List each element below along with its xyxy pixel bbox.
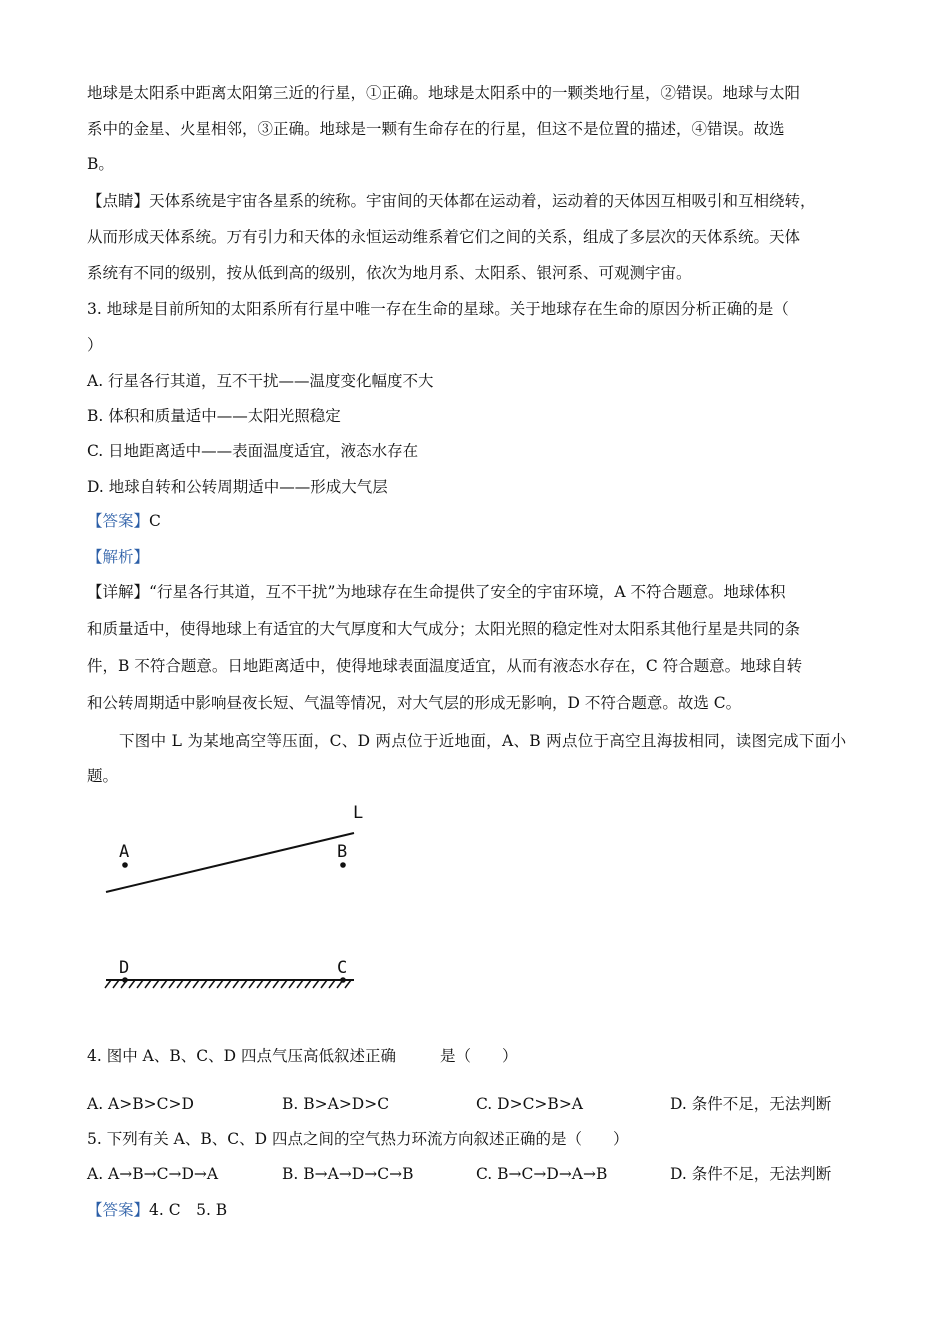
detail-text: “行星各行其道，互不干扰”为地球存在生命提供了安全的宇宙环境，A 不符合题意。地球体积 xyxy=(149,583,786,601)
label-d: D xyxy=(119,958,130,978)
question-5-stem: 5. 下列有关 A、B、C、D 四点之间的空气热力环流方向叙述正确的是（ ） xyxy=(87,1130,629,1148)
tip-tag: 【点睛】 xyxy=(87,192,150,210)
hatch-mark xyxy=(297,980,303,988)
question-3-option-c: C. 日地距离适中——表面温度适宜，液态水存在 xyxy=(87,442,419,460)
text-line: 从而形成天体系统。万有引力和天体的永恒运动维系着它们之间的关系，组成了多层次的天体系统。天体 xyxy=(87,228,801,246)
hatch-mark xyxy=(249,980,255,988)
analysis-tag: 【解析】 xyxy=(87,548,150,566)
hatch-mark xyxy=(193,980,199,988)
intro-line: 题。 xyxy=(87,767,119,785)
detail-line: 件，B 不符合题意。日地距离适中，使得地球表面温度适宜，从而有液态水存在，C 符合题意。地球自转 xyxy=(87,657,803,675)
hatch-mark xyxy=(113,980,119,988)
hatch-mark xyxy=(177,980,183,988)
question-3-stem: 3. 地球是目前所知的太阳系所有行星中唯一存在生命的星球。关于地球存在生命的原因分析正确的是（ xyxy=(87,300,789,318)
answer-tag: 【答案】 xyxy=(87,512,150,530)
answer-value: C xyxy=(149,512,161,530)
detail-line: 和质量适中，使得地球上有适宜的大气厚度和大气成分；太阳光照的稳定性对太阳系其他行星是共同的条 xyxy=(87,620,801,638)
hatch-mark xyxy=(313,980,319,988)
hatch-mark xyxy=(169,980,175,988)
hatch-mark xyxy=(257,980,263,988)
hatch-mark xyxy=(345,980,351,988)
hatch-mark xyxy=(329,980,335,988)
point-a xyxy=(122,862,128,868)
final-answer-line xyxy=(87,1199,227,1221)
hatch-mark xyxy=(265,980,271,988)
question-3-option-d: D. 地球自转和公转周期适中——形成大气层 xyxy=(87,478,388,496)
text-line: B。 xyxy=(87,155,114,173)
hatch-mark xyxy=(241,980,247,988)
hatch-mark xyxy=(153,980,159,988)
hatch-mark xyxy=(201,980,207,988)
question-4-stem-b: 是（ ） xyxy=(439,1047,518,1065)
question-4-stem xyxy=(87,1045,517,1067)
hatch-mark xyxy=(305,980,311,988)
hatch-mark xyxy=(321,980,327,988)
hatch-mark xyxy=(289,980,295,988)
answer-line xyxy=(87,510,870,532)
hatch-mark xyxy=(209,980,215,988)
detail-line: 和公转周期适中影响昼夜长短、气温等情况，对大气层的形成无影响，D 不符合题意。故选 C。 xyxy=(87,694,742,712)
question-4-option-a: A. A>B>C>D xyxy=(87,1095,194,1113)
text-line: 系中的金星、火星相邻，③正确。地球是一颗有生命存在的行星，但这不是位置的描述，④错误。故选 xyxy=(87,120,785,138)
point-d xyxy=(122,977,128,983)
label-a: A xyxy=(119,842,130,862)
question-5-option-c: C. B→C→D→A→B xyxy=(476,1165,608,1183)
detail-tag: 【详解】 xyxy=(87,583,150,601)
hatch-mark xyxy=(161,980,167,988)
label-b: B xyxy=(337,842,348,862)
hatch-mark xyxy=(129,980,135,988)
question-4-option-c: C. D>C>B>A xyxy=(476,1095,583,1113)
question-3-option-a: A. 行星各行其道，互不干扰——温度变化幅度不大 xyxy=(87,372,434,390)
isobar-line-l xyxy=(106,833,354,892)
hatch-mark xyxy=(145,980,151,988)
question-5-option-a: A. A→B→C→D→A xyxy=(87,1165,219,1183)
text-line: 系统有不同的级别，按从低到高的级别，依次为地月系、太阳系、银河系、可观测宇宙。 xyxy=(87,264,692,282)
text-line: 地球是太阳系中距离太阳第三近的行星，①正确。地球是太阳系中的一颗类地行星，②错误。地球与太阳 xyxy=(87,84,801,102)
ground-hatching xyxy=(105,980,351,988)
final-answer-text: 4. C 5. B xyxy=(149,1201,228,1219)
question-4-stem-a: 4. 图中 A、B、C、D 四点气压高低叙述正确 xyxy=(87,1047,396,1065)
question-3-option-b: B. 体积和质量适中——太阳光照稳定 xyxy=(87,407,341,425)
intro-line: 下图中 L 为某地高空等压面，C、D 两点位于近地面，A、B 两点位于高空且海拔相同，读图完成下面小 xyxy=(119,732,847,750)
question-4-option-b: B. B>A>D>C xyxy=(282,1095,390,1113)
hatch-mark xyxy=(281,980,287,988)
point-b xyxy=(340,862,346,868)
hatch-mark xyxy=(105,980,111,988)
isobar-diagram xyxy=(95,795,375,1000)
label-c: C xyxy=(337,958,348,978)
label-l: L xyxy=(353,803,364,823)
hatch-mark xyxy=(137,980,143,988)
detail-line xyxy=(87,581,870,603)
point-c xyxy=(340,977,346,983)
question-5-option-b: B. B→A→D→C→B xyxy=(282,1165,414,1183)
hatch-mark xyxy=(225,980,231,988)
tip-line xyxy=(87,190,870,212)
hatch-mark xyxy=(217,980,223,988)
hatch-mark xyxy=(273,980,279,988)
question-3-stem-end: ） xyxy=(87,336,103,354)
final-answer-tag: 【答案】 xyxy=(87,1201,150,1219)
tip-text: 天体系统是宇宙各星系的统称。宇宙间的天体都在运动着，运动着的天体因互相吸引和互相绕转， xyxy=(149,192,816,210)
hatch-mark xyxy=(185,980,191,988)
question-4-option-d: D. 条件不足，无法判断 xyxy=(670,1095,832,1113)
question-5-option-d: D. 条件不足，无法判断 xyxy=(670,1165,832,1183)
hatch-mark xyxy=(233,980,239,988)
